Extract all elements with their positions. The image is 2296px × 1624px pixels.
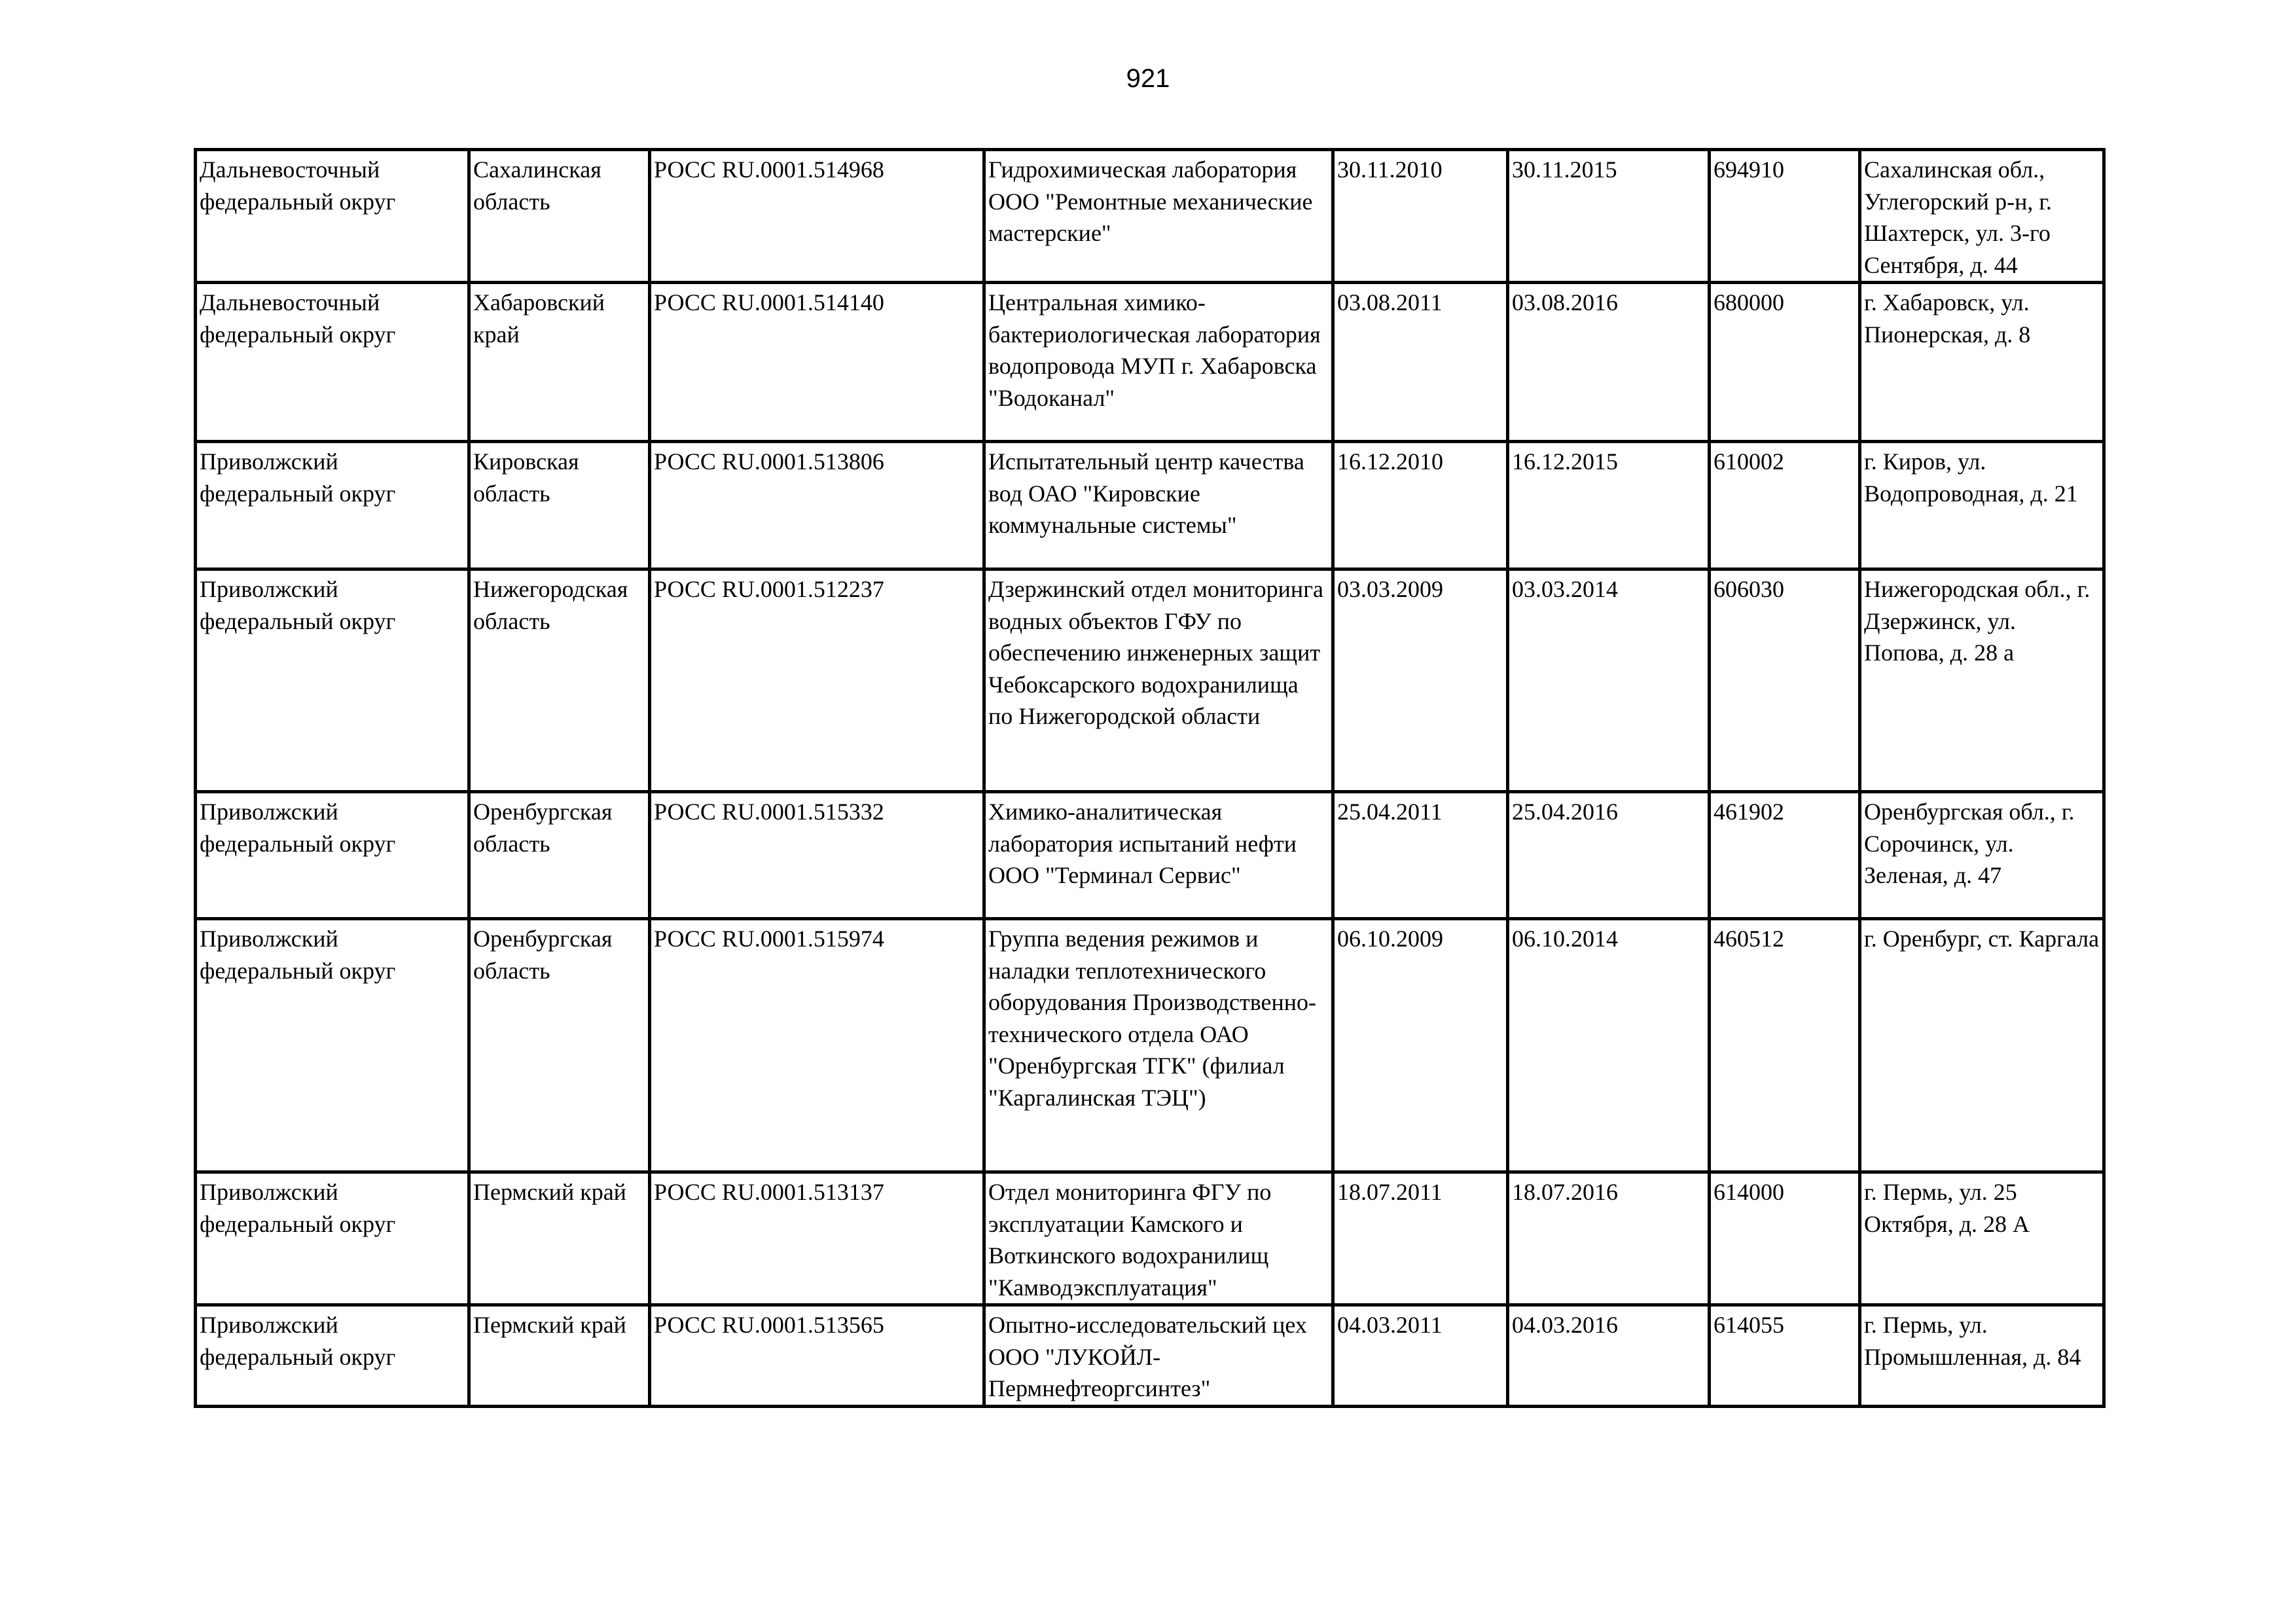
postal-index-cell: 606030 — [1710, 569, 1860, 792]
postal-index-cell: 614055 — [1710, 1305, 1860, 1407]
date-from-cell: 25.04.2011 — [1333, 792, 1508, 919]
laboratory-name-cell: Отдел мониторинга ФГУ по эксплуатации Камского и Воткинского водохранилищ "Камводэксплуатация" — [984, 1172, 1333, 1305]
date-from-cell: 06.10.2009 — [1333, 919, 1508, 1172]
laboratory-name-cell: Дзержинский отдел мониторинга водных объектов ГФУ по обеспечению инженерных защит Чебоксарского водохранилища по Нижегородской области — [984, 569, 1333, 792]
date-to-cell: 04.03.2016 — [1508, 1305, 1710, 1407]
district-cell: Приволжский федеральный округ — [196, 919, 469, 1172]
region-cell: Кировская область — [469, 442, 650, 569]
table-row — [196, 919, 2104, 1172]
region-cell: Хабаровский край — [469, 283, 650, 442]
laboratory-name-cell: Гидрохимическая лаборатория ООО "Ремонтные механические мастерские" — [984, 150, 1333, 283]
table-row — [196, 283, 2104, 442]
address-cell: Оренбургская обл., г. Сорочинск, ул. Зеленая, д. 47 — [1860, 792, 2104, 919]
address-cell: Нижегородская обл., г. Дзержинск, ул. Попова, д. 28 а — [1860, 569, 2104, 792]
date-to-cell: 30.11.2015 — [1508, 150, 1710, 283]
region-cell: Пермский край — [469, 1172, 650, 1305]
district-cell: Дальневосточный федеральный округ — [196, 283, 469, 442]
date-from-cell: 03.03.2009 — [1333, 569, 1508, 792]
address-cell: г. Пермь, ул. Промышленная, д. 84 — [1860, 1305, 2104, 1407]
district-cell: Приволжский федеральный округ — [196, 1172, 469, 1305]
certificate-number-cell: РОСС RU.0001.514140 — [650, 283, 984, 442]
date-from-cell: 16.12.2010 — [1333, 442, 1508, 569]
laboratory-registry-table — [194, 148, 2106, 1408]
region-cell: Оренбургская область — [469, 919, 650, 1172]
region-cell: Пермский край — [469, 1305, 650, 1407]
table-row — [196, 442, 2104, 569]
certificate-number-cell: РОСС RU.0001.513565 — [650, 1305, 984, 1407]
certificate-number-cell: РОСС RU.0001.515332 — [650, 792, 984, 919]
date-to-cell: 25.04.2016 — [1508, 792, 1710, 919]
postal-index-cell: 680000 — [1710, 283, 1860, 442]
laboratory-name-cell: Химико-аналитическая лаборатория испытаний нефти ООО "Терминал Сервис" — [984, 792, 1333, 919]
address-cell: г. Оренбург, ст. Каргала — [1860, 919, 2104, 1172]
laboratory-name-cell: Испытательный центр качества вод ОАО "Кировские коммунальные системы" — [984, 442, 1333, 569]
date-from-cell: 04.03.2011 — [1333, 1305, 1508, 1407]
address-cell: г. Хабаровск, ул. Пионерская, д. 8 — [1860, 283, 2104, 442]
table-row — [196, 792, 2104, 919]
address-cell: Сахалинская обл., Углегорский р-н, г. Шахтерск, ул. 3-го Сентября, д. 44 — [1860, 150, 2104, 283]
date-to-cell: 16.12.2015 — [1508, 442, 1710, 569]
date-to-cell: 03.08.2016 — [1508, 283, 1710, 442]
region-cell: Сахалинская область — [469, 150, 650, 283]
postal-index-cell: 460512 — [1710, 919, 1860, 1172]
certificate-number-cell: РОСС RU.0001.512237 — [650, 569, 984, 792]
date-from-cell: 30.11.2010 — [1333, 150, 1508, 283]
district-cell: Приволжский федеральный округ — [196, 792, 469, 919]
certificate-number-cell: РОСС RU.0001.513806 — [650, 442, 984, 569]
table-row — [196, 150, 2104, 283]
date-from-cell: 18.07.2011 — [1333, 1172, 1508, 1305]
certificate-number-cell: РОСС RU.0001.515974 — [650, 919, 984, 1172]
date-from-cell: 03.08.2011 — [1333, 283, 1508, 442]
laboratory-name-cell: Опытно-исследовательский цех ООО "ЛУКОЙЛ-Пермнефтеоргсинтез" — [984, 1305, 1333, 1407]
certificate-number-cell: РОСС RU.0001.514968 — [650, 150, 984, 283]
table-row — [196, 1305, 2104, 1407]
address-cell: г. Киров, ул. Водопроводная, д. 21 — [1860, 442, 2104, 569]
postal-index-cell: 610002 — [1710, 442, 1860, 569]
laboratory-name-cell: Центральная химико-бактериологическая лаборатория водопровода МУП г. Хабаровска "Водоканал" — [984, 283, 1333, 442]
district-cell: Дальневосточный федеральный округ — [196, 150, 469, 283]
date-to-cell: 03.03.2014 — [1508, 569, 1710, 792]
postal-index-cell: 694910 — [1710, 150, 1860, 283]
page-number: 921 — [1126, 64, 1170, 93]
certificate-number-cell: РОСС RU.0001.513137 — [650, 1172, 984, 1305]
table-row — [196, 569, 2104, 792]
laboratory-name-cell: Группа ведения режимов и наладки теплотехнического оборудования Производственно-технического отдела ОАО "Оренбургская ТГК" (филиал "Каргалинская ТЭЦ") — [984, 919, 1333, 1172]
region-cell: Нижегородская область — [469, 569, 650, 792]
district-cell: Приволжский федеральный округ — [196, 569, 469, 792]
region-cell: Оренбургская область — [469, 792, 650, 919]
address-cell: г. Пермь, ул. 25 Октября, д. 28 А — [1860, 1172, 2104, 1305]
table-row — [196, 1172, 2104, 1305]
postal-index-cell: 614000 — [1710, 1172, 1860, 1305]
district-cell: Приволжский федеральный округ — [196, 1305, 469, 1407]
date-to-cell: 06.10.2014 — [1508, 919, 1710, 1172]
date-to-cell: 18.07.2016 — [1508, 1172, 1710, 1305]
district-cell: Приволжский федеральный округ — [196, 442, 469, 569]
postal-index-cell: 461902 — [1710, 792, 1860, 919]
